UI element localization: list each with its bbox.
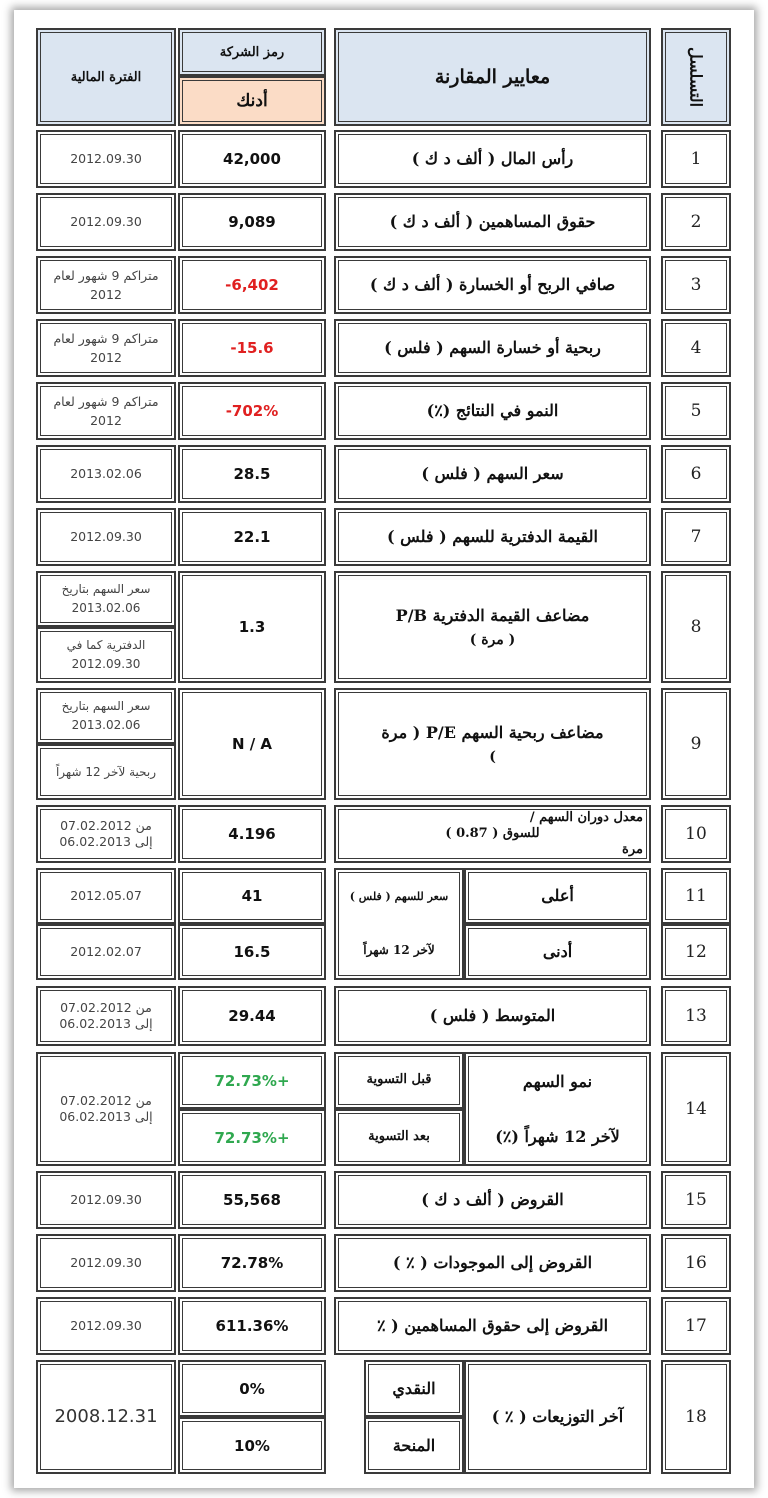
row-2-period: 2012.09.30 xyxy=(36,193,176,251)
row-12-period: 2012.02.07 xyxy=(36,924,176,980)
row-11-criterion: أعلى xyxy=(464,868,651,924)
row-16-number: 16 xyxy=(661,1234,731,1292)
row-4-value: -15.6 xyxy=(178,319,326,377)
row-8-period-book: الدفترية كما في 2012.09.30 xyxy=(36,627,176,683)
row-18-cash-label: النقدي xyxy=(364,1360,464,1417)
row-8-value: 1.3 xyxy=(178,571,326,683)
row-2-criterion: حقوق المساهمين ( ألف د ك ) xyxy=(334,193,651,251)
row-10-criterion: معدل دوران السهم / للسوق ( 0.87 ) مرة xyxy=(334,805,651,863)
row-11-number: 11 xyxy=(661,868,731,924)
row-14-number: 14 xyxy=(661,1052,731,1166)
row-12-value: 16.5 xyxy=(178,924,326,980)
row-3-period: متراكم 9 شهور لعام 2012 xyxy=(36,256,176,314)
row-9-number: 9 xyxy=(661,688,731,800)
company-code: أدنك xyxy=(178,76,326,126)
row-15-period: 2012.09.30 xyxy=(36,1171,176,1229)
row-13-number: 13 xyxy=(661,986,731,1046)
row-13-value: 29.44 xyxy=(178,986,326,1046)
row-5-period: متراكم 9 شهور لعام 2012 xyxy=(36,382,176,440)
comparison-sheet xyxy=(14,10,754,1488)
row-17-number: 17 xyxy=(661,1297,731,1355)
row-4-criterion: ربحية أو خسارة السهم ( فلس ) xyxy=(334,319,651,377)
row-10-value: 4.196 xyxy=(178,805,326,863)
row-2-value: 9,089 xyxy=(178,193,326,251)
row-11-value: 41 xyxy=(178,868,326,924)
row-14-value-after: 72.73%+ xyxy=(178,1109,326,1166)
row-3-number: 3 xyxy=(661,256,731,314)
row-8-criterion: مضاعف القيمة الدفترية P/B ( مرة ) xyxy=(334,571,651,683)
period-header: الفترة المالية xyxy=(36,28,176,126)
row-18-cash-value: 0% xyxy=(178,1360,326,1417)
row-8-number: 8 xyxy=(661,571,731,683)
row-8-period-price: سعر السهم بتاريخ 2013.02.06 xyxy=(36,571,176,627)
row-18-bonus-label: المنحة xyxy=(364,1417,464,1474)
row-16-criterion: القروض إلى الموجودات ( ٪ ) xyxy=(334,1234,651,1292)
criteria-header: معايير المقارنة xyxy=(334,28,651,126)
row-18-bonus-value: 10% xyxy=(178,1417,326,1474)
row-16-value: 72.78% xyxy=(178,1234,326,1292)
row-6-value: 28.5 xyxy=(178,445,326,503)
row-3-criterion: صافي الربح أو الخسارة ( ألف د ك ) xyxy=(334,256,651,314)
row-11-period: 2012.05.07 xyxy=(36,868,176,924)
row-18-number: 18 xyxy=(661,1360,731,1474)
price-12-month-group: سعر للسهم ( فلس ) لآخر 12 شهراً xyxy=(334,868,464,980)
row-6-criterion: سعر السهم ( فلس ) xyxy=(334,445,651,503)
row-6-number: 6 xyxy=(661,445,731,503)
row-12-criterion: أدنى xyxy=(464,924,651,980)
row-14-criterion: نمو السهم لآخر 12 شهراً (٪) xyxy=(464,1052,651,1166)
row-5-number: 5 xyxy=(661,382,731,440)
row-9-period-earnings: ربحية لآخر 12 شهراً xyxy=(36,744,176,800)
row-7-value: 22.1 xyxy=(178,508,326,566)
row-2-number: 2 xyxy=(661,193,731,251)
row-12-number: 12 xyxy=(661,924,731,980)
row-9-criterion: مضاعف ربحية السهم P/E ( مرة ) xyxy=(334,688,651,800)
row-7-period: 2012.09.30 xyxy=(36,508,176,566)
row-14-period: من 07.02.2012 إلى 06.02.2013 xyxy=(36,1052,176,1166)
row-6-period: 2013.02.06 xyxy=(36,445,176,503)
row-17-period: 2012.09.30 xyxy=(36,1297,176,1355)
row-17-criterion: القروض إلى حقوق المساهمين ( ٪ xyxy=(334,1297,651,1355)
row-16-period: 2012.09.30 xyxy=(36,1234,176,1292)
company-code-label: رمز الشركة xyxy=(178,28,326,76)
row-7-criterion: القيمة الدفترية للسهم ( فلس ) xyxy=(334,508,651,566)
row-15-criterion: القروض ( ألف د ك ) xyxy=(334,1171,651,1229)
row-1-number: 1 xyxy=(661,130,731,188)
row-15-number: 15 xyxy=(661,1171,731,1229)
row-18-period: 2008.12.31 xyxy=(36,1360,176,1474)
row-9-period-price: سعر السهم بتاريخ 2013.02.06 xyxy=(36,688,176,744)
row-13-period: من 07.02.2012 إلى 06.02.2013 xyxy=(36,986,176,1046)
row-14-before-adjustment-label: قبل التسوية xyxy=(334,1052,464,1109)
row-4-period: متراكم 9 شهور لعام 2012 xyxy=(36,319,176,377)
row-1-period: 2012.09.30 xyxy=(36,130,176,188)
row-13-criterion: المتوسط ( فلس ) xyxy=(334,986,651,1046)
row-1-criterion: رأس المال ( ألف د ك ) xyxy=(334,130,651,188)
row-3-value: -6,402 xyxy=(178,256,326,314)
row-10-number: 10 xyxy=(661,805,731,863)
row-10-period: من 07.02.2012 إلى 06.02.2013 xyxy=(36,805,176,863)
row-5-value: -702% xyxy=(178,382,326,440)
row-18-criterion: آخر التوزيعات ( ٪ ) xyxy=(464,1360,651,1474)
row-17-value: 611.36% xyxy=(178,1297,326,1355)
serial-header: التسلسل xyxy=(661,28,731,126)
row-15-value: 55,568 xyxy=(178,1171,326,1229)
row-9-value: N / A xyxy=(178,688,326,800)
row-4-number: 4 xyxy=(661,319,731,377)
row-5-criterion: النمو في النتائج (٪) xyxy=(334,382,651,440)
row-7-number: 7 xyxy=(661,508,731,566)
row-14-value-before: 72.73%+ xyxy=(178,1052,326,1109)
row-14-after-adjustment-label: بعد التسوية xyxy=(334,1109,464,1166)
row-1-value: 42,000 xyxy=(178,130,326,188)
